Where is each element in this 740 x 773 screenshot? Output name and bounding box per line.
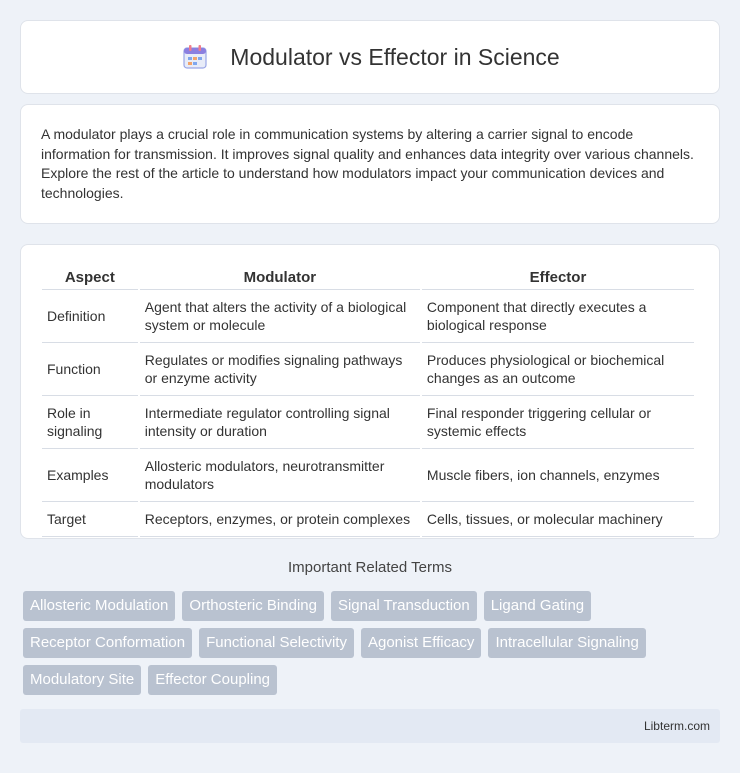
calendar-icon bbox=[180, 42, 210, 72]
related-term-tag[interactable]: Orthosteric Binding bbox=[182, 591, 324, 621]
related-term-tag[interactable]: Ligand Gating bbox=[484, 591, 591, 621]
page-title: Modulator vs Effector in Science bbox=[230, 43, 560, 70]
table-cell-modulator: Regulates or modifies signaling pathways or enzyme activity bbox=[140, 343, 420, 396]
intro-text: A modulator plays a crucial role in communication systems by altering a carrier signal to encode information for transmission. It improves signal quality and enhances data integrity over various channels. Explore the rest of the article to understand how modulators impact your communication devices and technologies. bbox=[41, 126, 694, 201]
table-cell-effector: Muscle fibers, ion channels, enzymes bbox=[422, 449, 694, 502]
table-row bbox=[42, 502, 694, 537]
header-aspect: Aspect bbox=[42, 263, 138, 290]
table-cell-modulator: Agent that alters the activity of a biological system or molecule bbox=[140, 290, 420, 343]
table-row bbox=[42, 449, 694, 502]
table-cell-effector: Component that directly executes a biological response bbox=[422, 290, 694, 343]
table-cell-modulator: Receptors, enzymes, or protein complexes bbox=[140, 502, 420, 537]
related-term-tag[interactable]: Effector Coupling bbox=[148, 665, 277, 695]
table-cell-effector: Produces physiological or biochemical changes as an outcome bbox=[422, 343, 694, 396]
table-header-row bbox=[42, 263, 694, 290]
title-card bbox=[20, 20, 720, 94]
related-term-tag[interactable]: Receptor Conformation bbox=[23, 628, 192, 658]
related-term-tag[interactable]: Functional Selectivity bbox=[199, 628, 354, 658]
table-row bbox=[42, 343, 694, 396]
table-cell-aspect: Examples bbox=[42, 449, 138, 502]
table-cell-aspect: Target bbox=[42, 502, 138, 537]
table-cell-aspect: Definition bbox=[42, 290, 138, 343]
header-modulator: Modulator bbox=[140, 263, 420, 290]
comparison-table-card bbox=[20, 244, 720, 539]
table-row bbox=[42, 290, 694, 343]
table-cell-effector: Cells, tissues, or molecular machinery bbox=[422, 502, 694, 537]
table-cell-aspect: Role in signaling bbox=[42, 396, 138, 449]
footer bbox=[20, 709, 720, 743]
related-terms-list bbox=[23, 591, 723, 695]
table-row bbox=[42, 396, 694, 449]
related-term-tag[interactable]: Agonist Efficacy bbox=[361, 628, 481, 658]
related-terms-heading: Important Related Terms bbox=[288, 559, 452, 576]
table-cell-aspect: Function bbox=[42, 343, 138, 396]
related-term-tag[interactable]: Signal Transduction bbox=[331, 591, 477, 621]
comparison-table bbox=[40, 263, 696, 537]
related-term-tag[interactable]: Allosteric Modulation bbox=[23, 591, 175, 621]
table-cell-modulator: Intermediate regulator controlling signal intensity or duration bbox=[140, 396, 420, 449]
footer-site-link[interactable]: Libterm.com bbox=[643, 719, 710, 733]
header-effector: Effector bbox=[422, 263, 694, 290]
intro-card bbox=[20, 104, 720, 224]
related-term-tag[interactable]: Intracellular Signaling bbox=[488, 628, 645, 658]
table-cell-modulator: Allosteric modulators, neurotransmitter modulators bbox=[140, 449, 420, 502]
table-cell-effector: Final responder triggering cellular or systemic effects bbox=[422, 396, 694, 449]
related-term-tag[interactable]: Modulatory Site bbox=[23, 665, 141, 695]
